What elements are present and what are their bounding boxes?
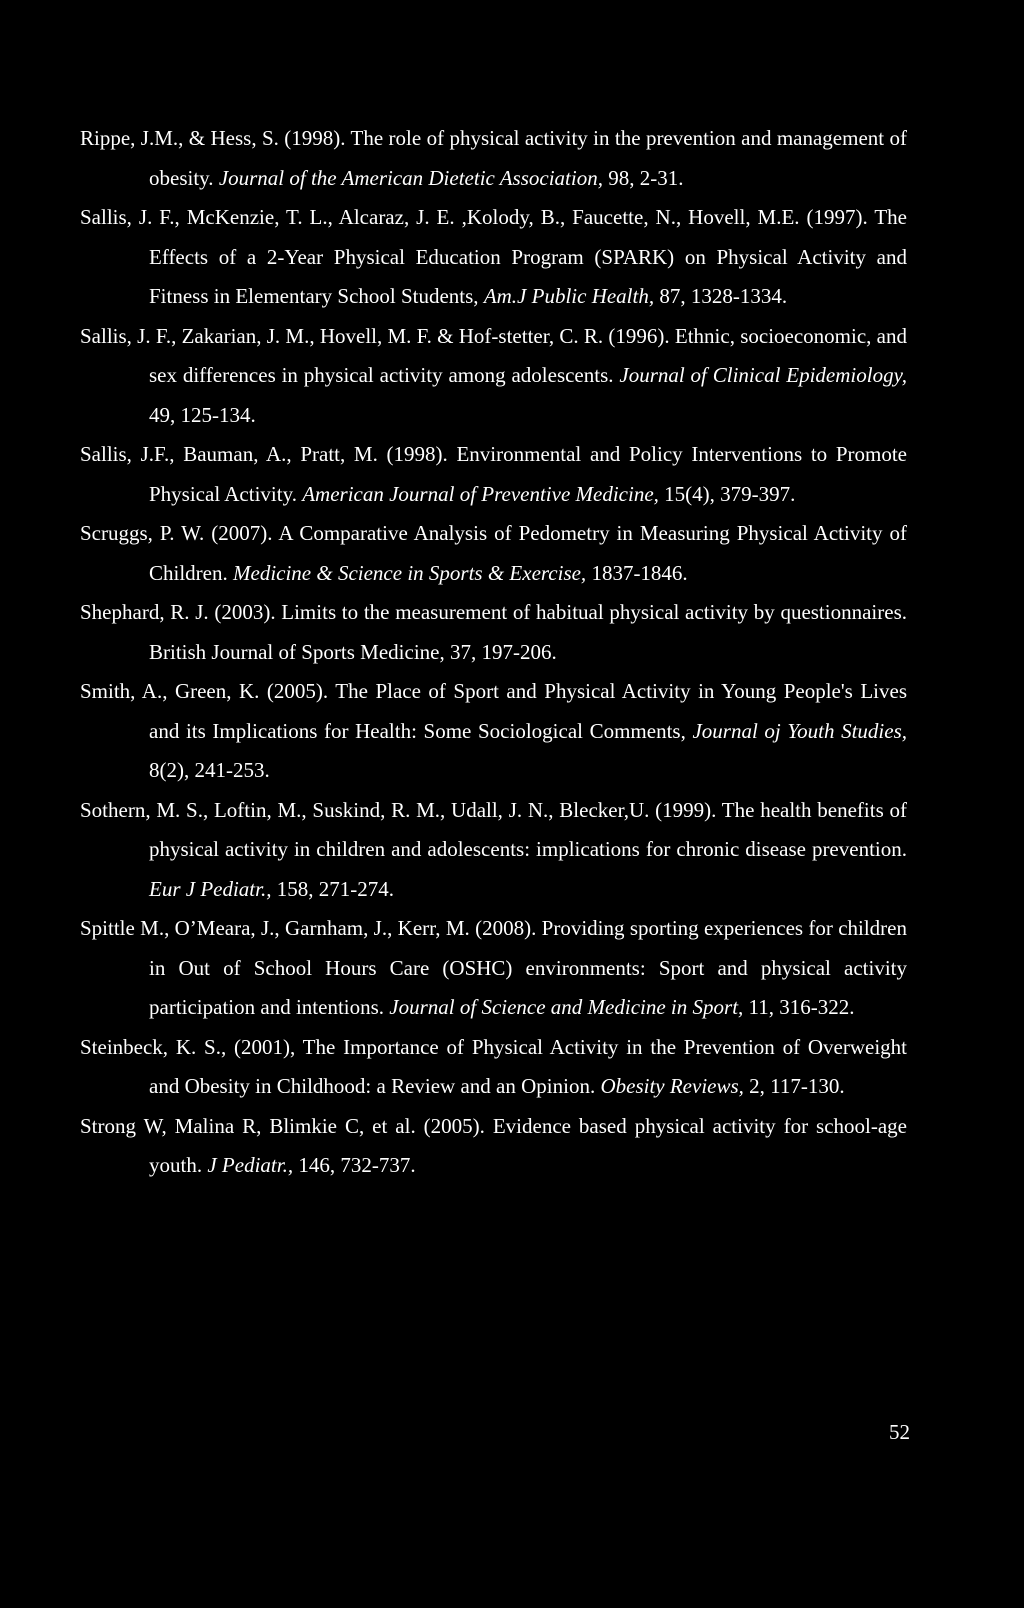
reference-text: Strong W, Malina R, Blimkie C, et al. (2005). Evidence based physical activity for school-age youth. <box>80 1113 907 1177</box>
reference-journal: J Pediatr., <box>207 1153 294 1177</box>
reference-text: Smith, A., Green, K. (2005). The Place of Sport and Physical Activity in Young People's Lives and its Implications for Health: Some Sociological Comments, <box>80 679 907 743</box>
reference-entry <box>80 198 907 317</box>
reference-details: 98, 2-31. <box>602 165 684 190</box>
reference-entry <box>80 514 907 593</box>
reference-journal: Obesity Reviews, <box>600 1074 744 1098</box>
reference-entry <box>80 672 907 791</box>
reference-entry <box>80 791 907 910</box>
reference-journal: Am.J Public Health, <box>483 284 655 308</box>
reference-journal: Medicine & Science in Sports & Exercise, <box>233 560 587 585</box>
reference-text: Scruggs, P. W. (2007). A Comparative Analysis of Pedometry in Measuring Physical Activity of Children. <box>80 521 907 585</box>
reference-text: Sallis, J.F., Bauman, A., Pratt, M. (1998). Environmental and Policy Interventions to Promote Physical Activity. <box>80 442 907 506</box>
reference-text: Sallis, J. F., McKenzie, T. L., Alcaraz, J. E. ,Kolody, B., Faucette, N., Hovell, M.E. (1997). The Effects of a 2-Year Physical Education Program (SPARK) on Physical Activity and Fitness in Elementary School Students, <box>80 205 907 308</box>
reference-text: Rippe, J.M., & Hess, S. (1998). The role of physical activity in the prevention and management of obesity. <box>80 126 907 190</box>
reference-text: Shephard, R. J. (2003). Limits to the measurement of habitual physical activity by questionnaires. British Journal of Sports Medicine, 37, 197-206. <box>80 600 907 664</box>
reference-entry <box>80 119 907 198</box>
page-number: 52 <box>889 1420 910 1444</box>
reference-journal: Journal of the American Dietetic Association, <box>218 165 603 190</box>
reference-details: 2, 117-130. <box>743 1074 845 1098</box>
reference-text: Sothern, M. S., Loftin, M., Suskind, R. M., Udall, J. N., Blecker,U. (1999). The health benefits of physical activity in children and adolescents: implications for chronic disease prevention. <box>80 797 907 861</box>
reference-details: 146, 732-737. <box>293 1153 416 1177</box>
reference-list <box>80 119 907 1186</box>
reference-entry <box>80 435 907 514</box>
reference-details: 11, 316-322. <box>743 995 855 1019</box>
reference-text: Sallis, J. F., Zakarian, J. M., Hovell, M. F. & Hof-stetter, C. R. (1996). Ethnic, socioeconomic, and sex differences in physical activity among adolescents. <box>80 323 907 387</box>
reference-journal: Eur J Pediatr., <box>149 876 272 901</box>
reference-details: 8(2), 241-253. <box>149 758 270 782</box>
reference-journal: Journal of Science and Medicine in Sport, <box>389 995 744 1019</box>
reference-details: 49, 125-134. <box>149 402 256 427</box>
reference-journal: Journal oj Youth Studies, <box>692 718 907 743</box>
reference-journal: Journal of Clinical Epidemiology, <box>619 363 907 387</box>
reference-details: 15(4), 379-397. <box>658 481 796 506</box>
reference-entry <box>80 317 907 436</box>
reference-journal: American Journal of Preventive Medicine, <box>302 481 659 506</box>
reference-entry <box>80 1107 907 1186</box>
reference-details: 158, 271-274. <box>271 876 394 901</box>
reference-details: 1837-1846. <box>586 560 688 585</box>
reference-text: Spittle M., O’Meara, J., Garnham, J., Kerr, M. (2008). Providing sporting experiences for children in Out of School Hours Care (OSHC) environments: Sport and physical activity participation and intentions. <box>80 916 907 1019</box>
reference-entry <box>80 593 907 672</box>
reference-entry <box>80 909 907 1028</box>
reference-text: Steinbeck, K. S., (2001), The Importance of Physical Activity in the Prevention of Overweight and Obesity in Childhood: a Review and an Opinion. <box>80 1034 907 1098</box>
reference-details: 87, 1328-1334. <box>654 284 788 308</box>
reference-entry <box>80 1028 907 1107</box>
